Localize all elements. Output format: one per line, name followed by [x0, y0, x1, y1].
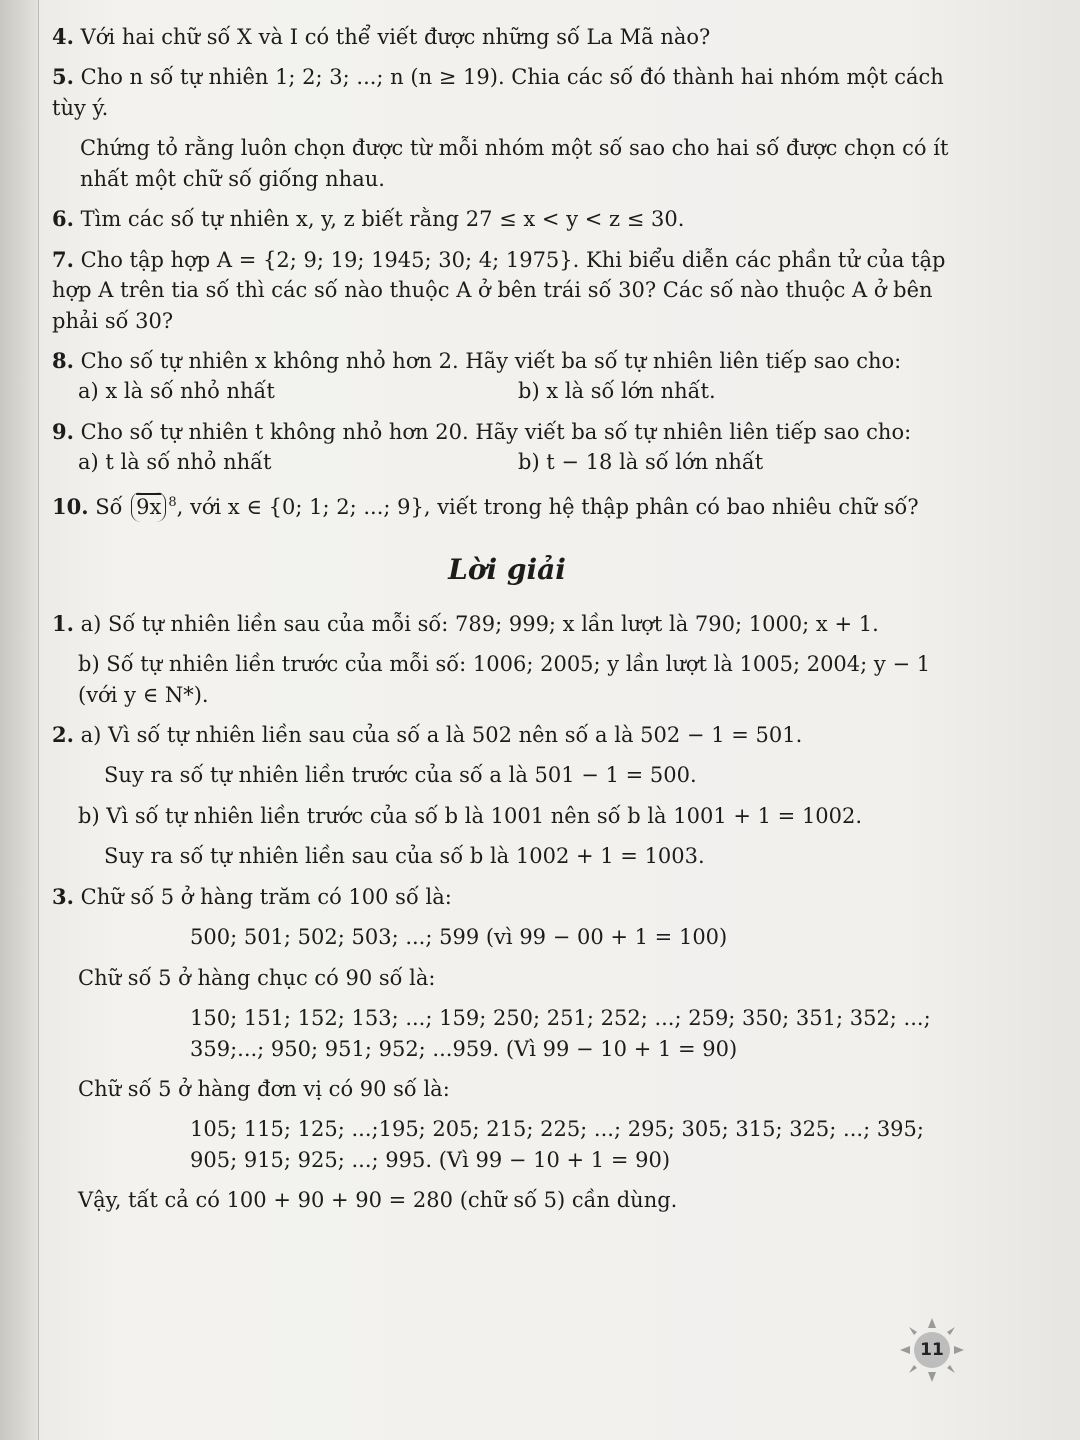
solution-number: 3. [52, 883, 74, 909]
exercise-text: Cho số tự nhiên t không nhỏ hơn 20. Hãy viết ba số tự nhiên liên tiếp sao cho: [80, 419, 912, 444]
exercise-text-prefix: Số [95, 494, 123, 519]
page-content [52, 22, 962, 1226]
exercise-number: 6. [52, 206, 74, 232]
exercise-number: 4. [52, 24, 74, 49]
solution-1a [52, 609, 962, 639]
exercise-8 [52, 346, 962, 407]
exercise-text: Cho n số tự nhiên 1; 2; 3; ...; n (n ≥ 19). Chia các số đó thành hai nhóm một cách tùy ý. [52, 65, 944, 120]
exercise-7 [52, 245, 962, 336]
exercise-text: Cho số tự nhiên x không nhỏ hơn 2. Hãy viết ba số tự nhiên liên tiếp sao cho: [80, 348, 902, 373]
option-a: a) x là số nhỏ nhất [78, 379, 275, 404]
exercise-9 [52, 417, 962, 478]
option-a: a) t là số nhỏ nhất [78, 450, 272, 475]
solution-2b-conclusion: Suy ra số tự nhiên liền sau của số b là 1002 + 1 = 1003. [104, 844, 705, 869]
exercise-text: Tìm các số tự nhiên x, y, z biết rằng 27 ≤ x < y < z ≤ 30. [80, 207, 685, 232]
solution-text: a) Số tự nhiên liền sau của mỗi số: 789; 999; x lần lượt là 790; 1000; x + 1. [80, 611, 879, 636]
solutions [52, 609, 962, 1216]
overlined-number: 9x [136, 494, 162, 519]
solution-2a [52, 720, 962, 750]
solution-3-conclusion: Vậy, tất cả có 100 + 90 + 90 = 280 (chữ số 5) cần dùng. [78, 1188, 678, 1213]
page-number-badge [900, 1318, 964, 1382]
exercise-options [52, 447, 962, 477]
solution-number: 1. [52, 610, 74, 636]
solution-number: 2. [52, 722, 74, 748]
math-expression [131, 492, 166, 522]
exercise-text: Cho tập hợp A = {2; 9; 19; 1945; 30; 4; 1975}. Khi biểu diễn các phần tử của tập hợp A trên tia số thì các số nào thuộc A ở bên trái số 30? Các số nào thuộc A ở bên phải số 30? [52, 247, 946, 333]
exercise-number: 7. [52, 246, 74, 272]
exercise-options [52, 376, 962, 406]
exercise-number: 10. [52, 493, 89, 519]
exercise-text-suffix: , với x ∈ {0; 1; 2; ...; 9}, viết trong hệ thập phân có bao nhiêu chữ số? [176, 494, 919, 519]
exercise-6 [52, 204, 962, 234]
exercise-10 [52, 492, 962, 522]
exercise-number: 5. [52, 64, 74, 90]
solution-3-hundreds [52, 882, 962, 912]
exponent: 8 [168, 494, 177, 510]
tens-list: 150; 151; 152; 153; ...; 159; 250; 251; 252; ...; 259; 350; 351; 352; ...; 359;...; 950; 951; 952; ...959. (Vì 99 − 10 + 1 = 90) [190, 1006, 931, 1061]
solution-1b: b) Số tự nhiên liền trước của mỗi số: 1006; 2005; y lần lượt là 1005; 2004; y − 1 (với y ∈ N*). [78, 652, 931, 707]
hundreds-list: 500; 501; 502; 503; ...; 599 (vì 99 − 00 + 1 = 100) [190, 925, 728, 950]
exercise-text: Với hai chữ số X và I có thể viết được những số La Mã nào? [80, 25, 711, 49]
option-b: b) t − 18 là số lớn nhất [518, 450, 764, 475]
option-b: b) x là số lớn nhất. [518, 379, 716, 404]
solution-text: Chữ số 5 ở hàng trăm có 100 số là: [80, 884, 452, 909]
units-list: 105; 115; 125; ...;195; 205; 215; 225; ...; 295; 305; 315; 325; ...; 395; 905; 915; 925; ...; 995. (Vì 99 − 10 + 1 = 90) [190, 1117, 924, 1172]
exercise-number: 8. [52, 347, 74, 373]
solution-3-tens: Chữ số 5 ở hàng chục có 90 số là: [78, 965, 436, 990]
exercise-text-continued: Chứng tỏ rằng luôn chọn được từ mỗi nhóm một số sao cho hai số được chọn có ít nhất một chữ số giống nhau. [80, 136, 949, 191]
page-number: 11 [914, 1332, 950, 1368]
solution-heading: Lời giải [448, 553, 566, 587]
exercise-5 [52, 62, 962, 194]
solution-text: a) Vì số tự nhiên liền sau của số a là 502 nên số a là 502 − 1 = 501. [80, 723, 803, 748]
solution-2a-conclusion: Suy ra số tự nhiên liền trước của số a là 501 − 1 = 500. [104, 763, 697, 788]
exercise-number: 9. [52, 418, 74, 444]
previous-page-edge [0, 0, 39, 1440]
solution-2b: b) Vì số tự nhiên liền trước của số b là 1001 nên số b là 1001 + 1 = 1002. [78, 803, 863, 828]
solution-3-units: Chữ số 5 ở hàng đơn vị có 90 số là: [78, 1076, 450, 1101]
exercise-4 [52, 22, 962, 52]
